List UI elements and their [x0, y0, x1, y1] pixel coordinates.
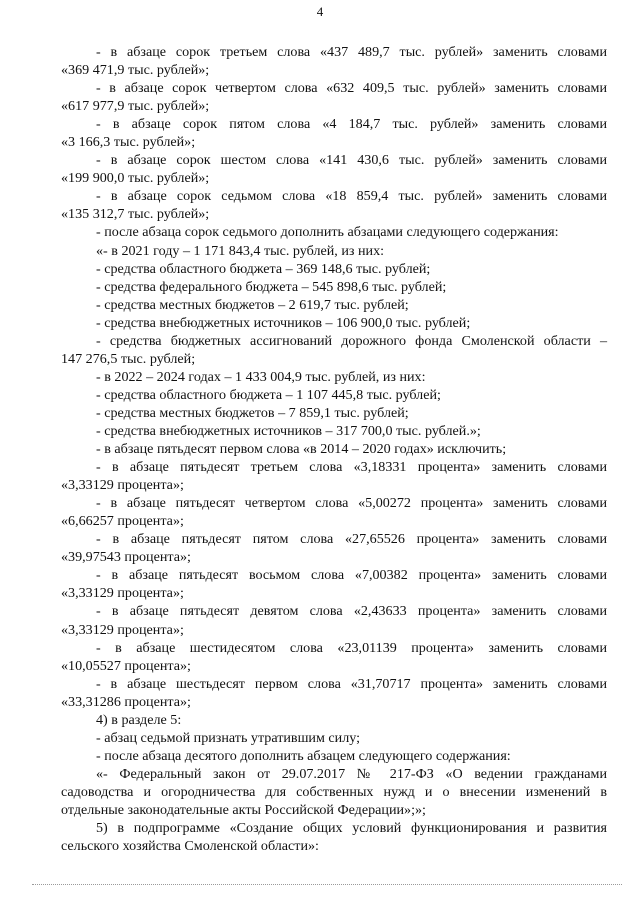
- text-line: 5) в подпрограмме «Создание общих условий функционирования и развития: [96, 820, 607, 837]
- text-line: «135 312,7 тыс. рублей»;: [61, 206, 210, 223]
- text-line: - средства бюджетных ассигнований дорожного фонда Смоленской области –: [96, 332, 607, 349]
- text-line: - средства областного бюджета – 1 107 445,8 тыс. рублей;: [96, 386, 441, 403]
- text-line: - в абзаце пятьдесят восьмом слова «7,00382 процента» заменить словами: [96, 567, 607, 584]
- text-line: «199 900,0 тыс. рублей»;: [61, 170, 210, 187]
- text-line: «33,31286 процента»;: [61, 693, 191, 710]
- text-line: «3,33129 процента»;: [61, 585, 184, 602]
- text-line: - средства местных бюджетов – 7 859,1 тыс. рублей;: [96, 404, 409, 421]
- text-line: - в абзаце сорок пятом слова «4 184,7 тыс. рублей» заменить словами: [96, 116, 607, 133]
- text-line: - средства местных бюджетов – 2 619,7 тыс. рублей;: [96, 296, 409, 313]
- text-line: «369 471,9 тыс. рублей»;: [61, 62, 210, 79]
- text-line: «3,33129 процента»;: [61, 477, 184, 494]
- text-line: - средства областного бюджета – 369 148,6 тыс. рублей;: [96, 260, 431, 277]
- text-line: - в абзаце сорок седьмом слова «18 859,4 тыс. рублей» заменить словами: [96, 188, 607, 205]
- text-line: садоводства и огородничества для собственных нужд и о внесении изменений в: [61, 783, 607, 800]
- scan-edge-line: [32, 884, 622, 885]
- text-line: - в абзаце шестидесятом слова «23,01139 процента» заменить словами: [96, 639, 607, 656]
- text-line: - в абзаце сорок третьем слова «437 489,7 тыс. рублей» заменить словами: [96, 44, 607, 60]
- text-line: - средства внебюджетных источников – 317 700,0 тыс. рублей.»;: [96, 422, 481, 439]
- text-line: сельского хозяйства Смоленской области»:: [61, 838, 319, 855]
- text-line: «10,05527 процента»;: [61, 657, 191, 674]
- text-line: - в абзаце шестьдесят первом слова «31,70717 процента» заменить словами: [96, 675, 607, 692]
- text-line: - в 2022 – 2024 годах – 1 433 004,9 тыс. рублей, из них:: [96, 368, 426, 385]
- text-line: - в абзаце пятьдесят первом слова «в 2014 – 2020 годах» исключить;: [96, 441, 507, 458]
- text-line: - в абзаце пятьдесят пятом слова «27,65526 процента» заменить словами: [96, 531, 607, 548]
- text-line: - абзац седьмой признать утратившим силу;: [96, 729, 361, 746]
- text-line: 4) в разделе 5:: [96, 711, 182, 728]
- text-line: - средства федерального бюджета – 545 898,6 тыс. рублей;: [96, 278, 447, 295]
- text-line: - в абзаце пятьдесят третьем слова «3,18331 процента» заменить словами: [96, 459, 607, 476]
- text-line: - средства внебюджетных источников – 106 900,0 тыс. рублей;: [96, 314, 471, 331]
- text-line: отдельные законодательные акты Российской Федерации»;»;: [61, 801, 426, 818]
- text-line: - после абзаца десятого дополнить абзацем следующего содержания:: [96, 747, 511, 764]
- text-line: - в абзаце сорок шестом слова «141 430,6 тыс. рублей» заменить словами: [96, 152, 607, 169]
- text-line: «39,97543 процента»;: [61, 549, 191, 566]
- text-line: «6,66257 процента»;: [61, 513, 184, 530]
- text-line: - после абзаца сорок седьмого дополнить абзацами следующего содержания:: [96, 224, 559, 241]
- text-line: «3,33129 процента»;: [61, 621, 184, 638]
- text-line: «- Федеральный закон от 29.07.2017 № 217-ФЗ «О ведении гражданами: [96, 765, 607, 782]
- text-line: 147 276,5 тыс. рублей;: [61, 350, 196, 367]
- text-line: - в абзаце пятьдесят четвертом слова «5,00272 процента» заменить словами: [96, 495, 607, 512]
- text-line: «617 977,9 тыс. рублей»;: [61, 98, 210, 115]
- page-number: 4: [316, 4, 324, 19]
- document-body: [61, 43, 607, 855]
- text-line: «- в 2021 году – 1 171 843,4 тыс. рублей, из них:: [96, 242, 385, 259]
- text-line: - в абзаце сорок четвертом слова «632 409,5 тыс. рублей» заменить словами: [96, 80, 607, 97]
- text-line: «3 166,3 тыс. рублей»;: [61, 134, 196, 151]
- text-line: - в абзаце пятьдесят девятом слова «2,43633 процента» заменить словами: [96, 603, 607, 620]
